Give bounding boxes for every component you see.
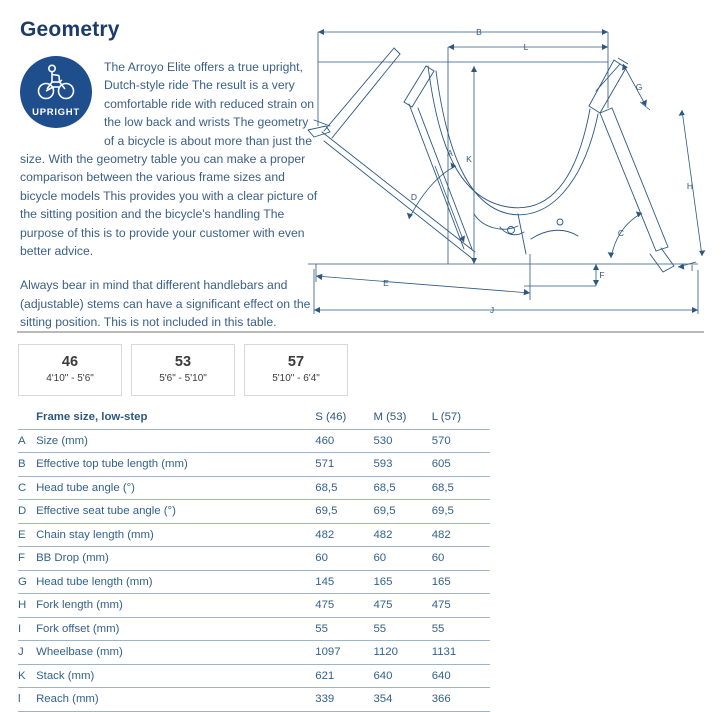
dimension-label-F: F: [599, 270, 605, 280]
table-row: [18, 500, 490, 524]
intro-text-block: [20, 58, 320, 332]
row-name: Head tube length (mm): [36, 570, 315, 594]
row-value-l: 69,5: [432, 500, 490, 524]
row-letter: A: [18, 429, 36, 453]
row-name: Stack (mm): [36, 664, 315, 688]
header-col-s: S (46): [315, 406, 373, 429]
row-letter: G: [18, 570, 36, 594]
badge-text-wrap-spacer: [20, 58, 104, 134]
row-value-m: 530: [373, 429, 431, 453]
geometry-table-body: [18, 429, 490, 711]
dimension-label-H: H: [686, 181, 694, 191]
dimension-label-D: D: [410, 192, 418, 202]
size-box-range: 5'6" - 5'10": [159, 373, 207, 384]
row-value-m: 354: [373, 688, 431, 712]
size-box-number: 53: [174, 354, 192, 370]
row-letter: D: [18, 500, 36, 524]
row-letter: J: [18, 641, 36, 665]
dimension-label-B: B: [476, 27, 482, 37]
row-name: Chain stay length (mm): [36, 523, 315, 547]
size-box-number: 57: [287, 354, 305, 370]
row-letter: l: [18, 688, 36, 712]
size-box-57[interactable]: [244, 344, 348, 396]
row-value-l: 475: [432, 594, 490, 618]
row-value-s: 460: [315, 429, 373, 453]
row-value-s: 60: [315, 547, 373, 571]
row-letter: K: [18, 664, 36, 688]
header-col-l: L (57): [432, 406, 490, 429]
row-value-s: 475: [315, 594, 373, 618]
row-value-s: 571: [315, 453, 373, 477]
dimension-label-A: A: [447, 148, 453, 158]
dimension-label-L: L: [523, 42, 529, 52]
table-row: [18, 664, 490, 688]
geometry-table-head: [18, 406, 490, 429]
size-box-53[interactable]: [131, 344, 235, 396]
row-value-l: 60: [432, 547, 490, 571]
header-letter: [18, 406, 36, 429]
row-value-l: 366: [432, 688, 490, 712]
row-name: Fork length (mm): [36, 594, 315, 618]
row-value-s: 68,5: [315, 476, 373, 500]
geometry-table: [18, 406, 490, 712]
row-value-l: 570: [432, 429, 490, 453]
row-letter: E: [18, 523, 36, 547]
table-row: [18, 476, 490, 500]
row-letter: B: [18, 453, 36, 477]
dimension-label-J: J: [489, 305, 495, 315]
row-value-s: 621: [315, 664, 373, 688]
row-name: Fork offset (mm): [36, 617, 315, 641]
row-value-m: 1120: [373, 641, 431, 665]
row-value-l: 165: [432, 570, 490, 594]
size-box-number: 46: [61, 354, 79, 370]
size-box-range: 4'10" - 5'6": [46, 373, 94, 384]
row-value-l: 605: [432, 453, 490, 477]
size-box-range: 5'10" - 6'4": [272, 373, 320, 384]
row-value-m: 60: [373, 547, 431, 571]
row-value-m: 593: [373, 453, 431, 477]
table-row: [18, 547, 490, 571]
row-value-l: 640: [432, 664, 490, 688]
dimension-label-C: C: [617, 228, 625, 238]
bicycle-frame-geometry-diagram: [278, 14, 718, 319]
row-value-m: 165: [373, 570, 431, 594]
page-title: Geometry: [20, 18, 120, 41]
row-value-m: 482: [373, 523, 431, 547]
table-header-row: [18, 406, 490, 429]
row-letter: I: [18, 617, 36, 641]
table-row: [18, 617, 490, 641]
row-value-s: 145: [315, 570, 373, 594]
row-name: Reach (mm): [36, 688, 315, 712]
row-name: BB Drop (mm): [36, 547, 315, 571]
row-letter: H: [18, 594, 36, 618]
section-divider: [17, 331, 704, 333]
dimension-label-E: E: [383, 278, 389, 288]
row-letter: F: [18, 547, 36, 571]
row-name: Size (mm): [36, 429, 315, 453]
row-value-l: 1131: [432, 641, 490, 665]
size-box-46[interactable]: [18, 344, 122, 396]
row-value-m: 68,5: [373, 476, 431, 500]
row-value-m: 55: [373, 617, 431, 641]
dimension-label-I: I: [690, 263, 694, 273]
table-row: [18, 594, 490, 618]
dimension-label-G: G: [635, 82, 643, 92]
table-row: [18, 570, 490, 594]
table-row: [18, 429, 490, 453]
row-name: Effective seat tube angle (°): [36, 500, 315, 524]
row-value-m: 640: [373, 664, 431, 688]
row-name: Head tube angle (°): [36, 476, 315, 500]
row-name: Effective top tube length (mm): [36, 453, 315, 477]
table-row: [18, 453, 490, 477]
upright-badge-label: UPRIGHT: [32, 107, 80, 118]
intro-paragraph-2: Always bear in mind that different handlebars and (adjustable) stems can have a significant effect on the sitting position. This is not included in this table.: [20, 278, 311, 330]
row-value-s: 1097: [315, 641, 373, 665]
row-name: Wheelbase (mm): [36, 641, 315, 665]
row-value-s: 69,5: [315, 500, 373, 524]
row-value-s: 339: [315, 688, 373, 712]
row-value-s: 55: [315, 617, 373, 641]
header-col-m: M (53): [373, 406, 431, 429]
dimension-label-K: K: [466, 154, 472, 164]
row-letter: C: [18, 476, 36, 500]
row-value-m: 69,5: [373, 500, 431, 524]
row-value-m: 475: [373, 594, 431, 618]
header-title: Frame size, low-step: [36, 406, 315, 429]
row-value-s: 482: [315, 523, 373, 547]
table-row: [18, 641, 490, 665]
row-value-l: 482: [432, 523, 490, 547]
frame-size-selector: [18, 344, 348, 396]
table-row: [18, 523, 490, 547]
intro-paragraph-1: The Arroyo Elite offers a true upright, Dutch-style ride The result is a very comfortable ride with reduced strain on the low back and wrists The geometry of a bicycle is about more than just the size. With the geometry table you can make a proper comparison between the various frame sizes and bicycle models This provides you with a clear picture of the sitting position and the bicycle's handling The purpose of this is to provide your customer with even better advice.: [20, 60, 318, 259]
row-value-l: 68,5: [432, 476, 490, 500]
row-value-l: 55: [432, 617, 490, 641]
table-row: [18, 688, 490, 712]
